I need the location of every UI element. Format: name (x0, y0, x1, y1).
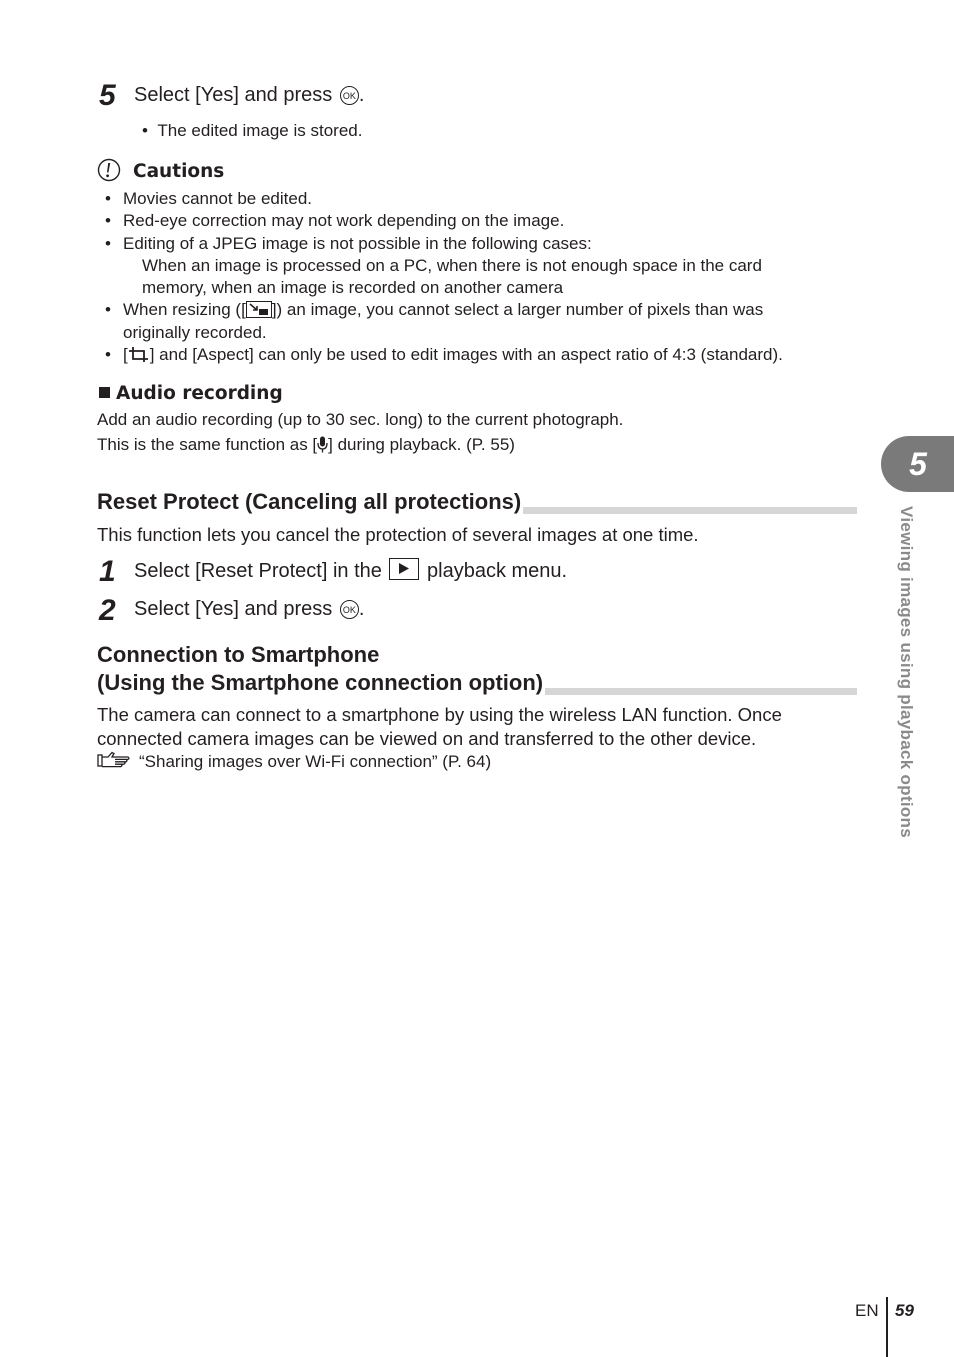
footer-divider (886, 1297, 888, 1357)
step-note (142, 120, 362, 142)
step-text: Select [Yes] and press (134, 598, 333, 620)
reset-protect-intro: This function lets you cancel the protection of several images at one time. (97, 524, 699, 545)
period: . (358, 84, 365, 106)
step-number: 5 (99, 79, 116, 112)
caution-text: Movies cannot be edited. (123, 189, 313, 208)
caution-text: ] and [Aspect] can only be used to edit images with an aspect ratio of 4:3 (standard). (149, 345, 783, 365)
pointing-hand-icon (97, 751, 133, 769)
smartphone-body-line-1: The camera can connect to a smartphone by using the wireless LAN function. Once (97, 704, 782, 725)
page-number: 59 (895, 1301, 914, 1320)
period: . (358, 598, 365, 620)
smartphone-body-line-2: connected camera images can be viewed on and transferred to the other device. (97, 728, 757, 749)
square-bullet-icon (99, 387, 110, 398)
smartphone-heading-line-1: Connection to Smartphone (97, 642, 380, 667)
step-text: playback menu. (427, 560, 568, 582)
step-instruction (134, 597, 364, 621)
step-instruction (134, 83, 364, 107)
step-text: Select [Reset Protect] in the (134, 560, 382, 582)
chapter-number: 5 (909, 446, 927, 482)
smartphone-heading-line-2: (Using the Smartphone connection option) (97, 670, 544, 695)
step-number: 2 (99, 594, 116, 627)
reset-protect-heading: Reset Protect (Canceling all protections) (97, 489, 522, 514)
audio-heading (99, 383, 283, 404)
caution-subtext: When an image is processed on a PC, when there is not enough space in the card (142, 255, 762, 275)
audio-title: Audio recording (116, 383, 283, 404)
step-number: 1 (99, 555, 116, 588)
audio-line-2 (97, 434, 515, 456)
audio-text: ] during playback. (P. 55) (328, 435, 515, 454)
reference-text: “Sharing images over Wi-Fi connection” (P. 64) (139, 752, 492, 771)
chapter-side-label: Viewing images using playback options (897, 506, 916, 838)
caution-text: ]) an image, you cannot select a larger number of pixels than was (271, 300, 764, 320)
microphone-icon (317, 436, 328, 453)
caution-text: Editing of a JPEG image is not possible in the following cases: (123, 233, 592, 253)
ok-button-icon: OK (340, 86, 359, 105)
caution-icon (97, 158, 121, 182)
note-text: The edited image is stored. (157, 121, 363, 140)
caution-subtext: memory, when an image is recorded on another camera (142, 278, 564, 298)
list-item (97, 233, 857, 300)
bullet: • (142, 121, 158, 140)
footer-lang: EN (855, 1301, 879, 1320)
caution-text: When resizing ([ (123, 300, 246, 320)
playback-icon (389, 558, 419, 580)
ok-button-icon: OK (340, 600, 359, 619)
smartphone-reference (97, 751, 491, 773)
cautions-title: Cautions (133, 161, 225, 182)
resize-icon (246, 301, 272, 318)
step-text: Select [Yes] and press (134, 84, 333, 106)
step-instruction (134, 558, 567, 583)
caution-text: [ (123, 345, 128, 365)
caution-text: Red-eye correction may not work depending on the image. (123, 211, 565, 231)
list-item (97, 210, 857, 232)
cautions-list (97, 188, 857, 366)
audio-text: This is the same function as [ (97, 435, 318, 454)
list-item (97, 299, 857, 344)
caution-text: originally recorded. (123, 322, 267, 342)
list-item (97, 344, 857, 366)
trim-icon (128, 346, 150, 363)
audio-line-1: Add an audio recording (up to 30 sec. long) to the current photograph. (97, 410, 624, 429)
list-item (97, 188, 857, 210)
